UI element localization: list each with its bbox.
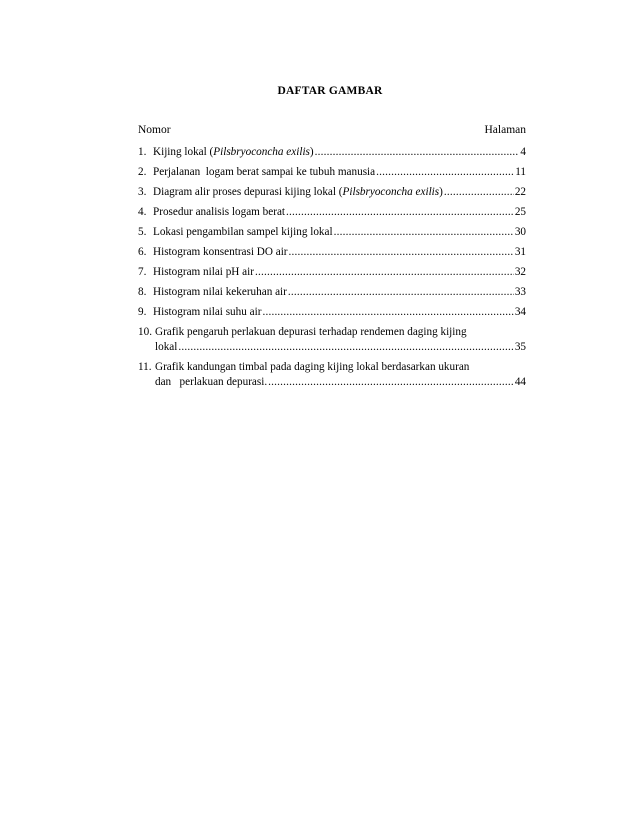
entry-page-number: 32 — [514, 266, 526, 278]
figure-entry-8 — [138, 285, 526, 300]
entry-number: 6. — [138, 246, 147, 258]
entry-page-number: 34 — [514, 306, 526, 318]
dot-leader — [255, 265, 514, 280]
dot-leader — [289, 245, 514, 260]
figure-entry-2 — [138, 165, 526, 180]
dot-leader — [286, 205, 514, 220]
figure-entry-5 — [138, 225, 526, 240]
dot-leader — [268, 375, 514, 390]
entry-number: 5. — [138, 226, 147, 238]
entry-number: 7. — [138, 266, 147, 278]
entry-page-number: 44 — [514, 376, 526, 388]
figure-entry-10 — [138, 325, 526, 355]
figure-entry-9 — [138, 305, 526, 320]
number-column-header: Nomor — [138, 124, 171, 136]
entry-title-line1: Grafik pengaruh perlakuan depurasi terhadap rendemen daging kijing — [155, 326, 467, 338]
entry-title: Lokasi pengambilan sampel kijing lokal — [153, 226, 333, 238]
entry-number: 2. — [138, 166, 147, 178]
dot-leader — [178, 340, 513, 355]
figure-list — [138, 145, 526, 390]
entry-page-number: 25 — [514, 206, 526, 218]
dot-leader — [262, 305, 513, 320]
entry-title-line2: dan perlakuan depurasi. — [155, 376, 268, 388]
dot-leader — [444, 185, 514, 200]
entry-page-number: 11 — [515, 166, 526, 178]
entry-number: 3. — [138, 186, 147, 198]
entry-page-number: 4 — [520, 146, 526, 158]
dot-leader — [315, 145, 520, 160]
entry-number: 8. — [138, 286, 147, 298]
figure-entry-11 — [138, 360, 526, 390]
figure-entry-3 — [138, 185, 526, 200]
figure-entry-6 — [138, 245, 526, 260]
entry-title: Kijing lokal (Pilsbryoconcha exilis) — [153, 146, 314, 158]
figure-entry-7 — [138, 265, 526, 280]
entry-number: 1. — [138, 146, 147, 158]
dot-leader — [288, 285, 514, 300]
figure-entry-1 — [138, 145, 526, 160]
entry-title: Histogram konsentrasi DO air — [153, 246, 288, 258]
entry-page-number: 31 — [514, 246, 526, 258]
dot-leader — [334, 225, 514, 240]
page-title: DAFTAR GAMBAR — [277, 85, 383, 97]
entry-page-number: 33 — [514, 286, 526, 298]
entry-title: Prosedur analisis logam berat — [153, 206, 286, 218]
entry-number: 11. — [138, 361, 152, 373]
entry-page-number: 30 — [514, 226, 526, 238]
entry-number: 10. — [138, 326, 152, 338]
entry-number: 4. — [138, 206, 147, 218]
page-column-header: Halaman — [484, 124, 526, 136]
entry-title: Histogram nilai suhu air — [153, 306, 262, 318]
entry-title: Histogram nilai pH air — [153, 266, 254, 278]
entry-title: Histogram nilai kekeruhan air — [153, 286, 287, 298]
entry-title-line1: Grafik kandungan timbal pada daging kijing lokal berdasarkan ukuran — [155, 361, 470, 373]
entry-title: Diagram alir proses depurasi kijing lokal (Pilsbryoconcha exilis) — [153, 186, 443, 198]
column-headers — [138, 124, 526, 136]
entry-page-number: 22 — [514, 186, 526, 198]
entry-number: 9. — [138, 306, 147, 318]
entry-title-line2: lokal — [155, 341, 178, 353]
entry-title: Perjalanan logam berat sampai ke tubuh manusia — [153, 166, 376, 178]
entry-page-number: 35 — [514, 341, 526, 353]
dot-leader — [376, 165, 514, 180]
figure-entry-4 — [138, 205, 526, 220]
